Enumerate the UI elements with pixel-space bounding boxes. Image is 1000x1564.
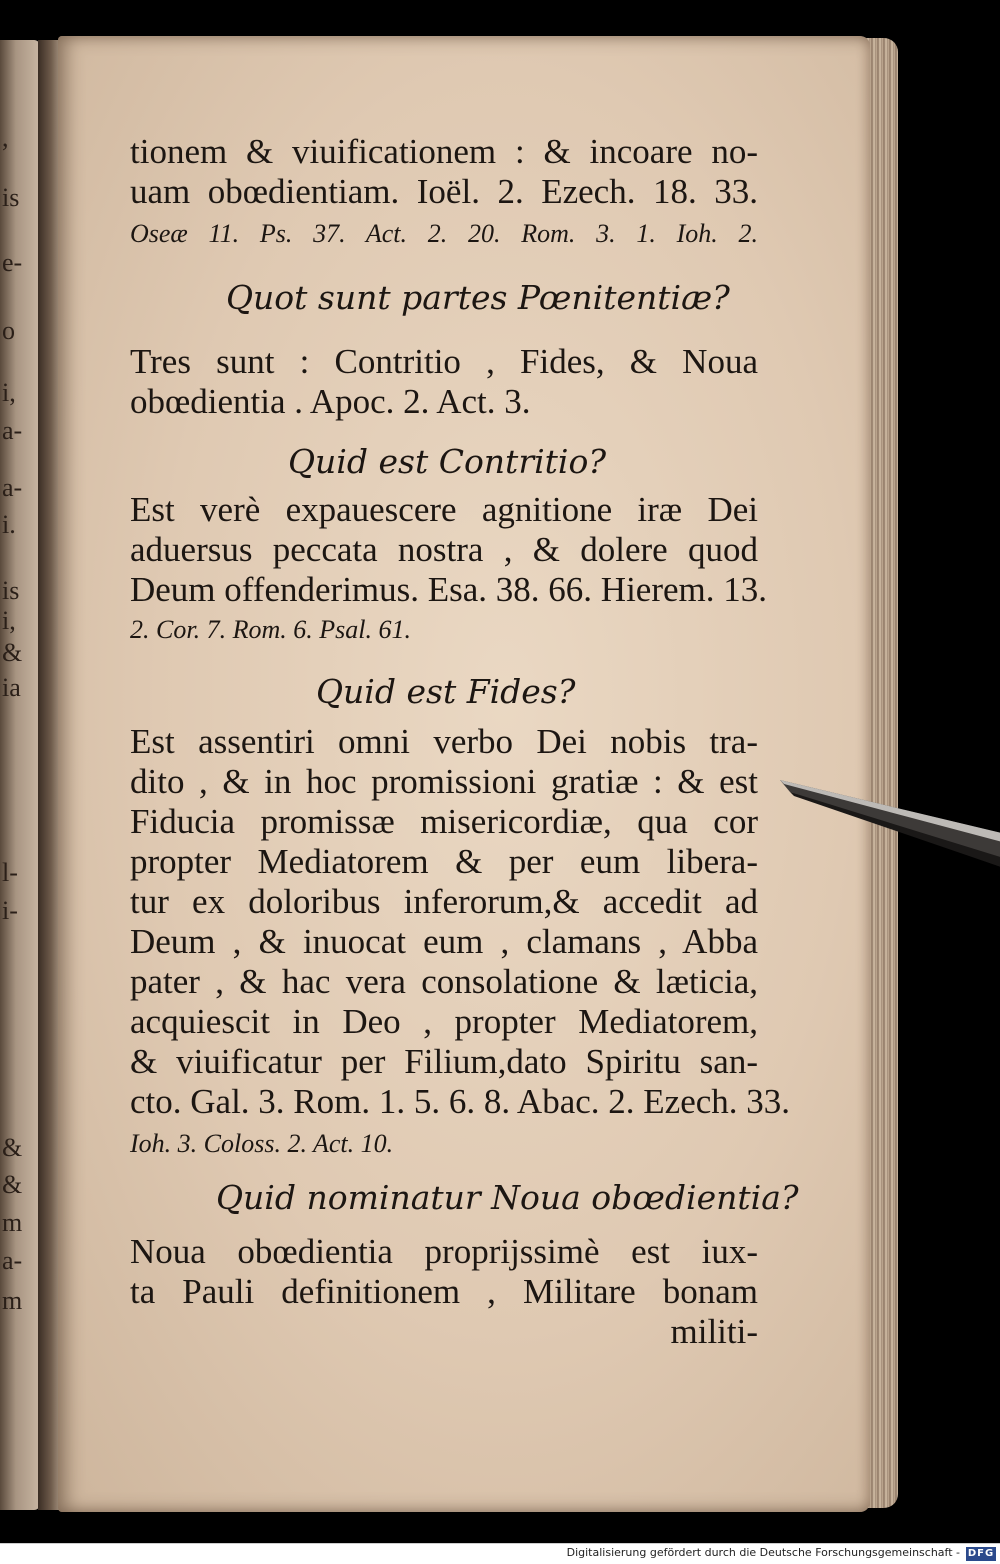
text-line: aduersus peccata nostra , & dolere quod	[130, 530, 758, 569]
margin-fragment: &	[2, 638, 23, 667]
text-line: Deum offenderimus. Esa. 38. 66. Hierem. 13.	[130, 570, 767, 609]
margin-fragment: a-	[2, 473, 23, 502]
funding-credit: Digitalisierung gefördert durch die Deutsche Forschungsgemeinschaft -	[566, 1546, 960, 1559]
margin-fragment: i-	[2, 896, 18, 925]
text-line: Deum , & inuocat eum , clamans , Abba	[130, 922, 758, 961]
catchword: militi-	[670, 1312, 758, 1351]
margin-fragment: is	[2, 183, 20, 212]
text-line: acquiescit in Deo , propter Mediatorem,	[130, 1002, 758, 1041]
text-line: uam obœdientiam. Ioël. 2. Ezech. 18. 33.	[130, 172, 758, 211]
text-line: pater , & hac vera consolatione & læticia,	[130, 962, 758, 1001]
digitization-footer	[0, 1543, 1000, 1564]
text-line: Est verè expauescere agnitione iræ Dei	[130, 490, 758, 529]
question-heading: Quid est Fides?	[316, 672, 576, 711]
margin-fragment: o	[2, 316, 15, 345]
text-line: & viuificatur per Filium,dato Spiritu san-	[130, 1042, 758, 1081]
text-line: propter Mediatorem & per eum libera-	[130, 842, 758, 881]
scripture-reference: Ioh. 3. Coloss. 2. Act. 10.	[130, 1129, 394, 1158]
question-heading: Quid est Contritio?	[288, 442, 607, 481]
question-heading: Quid nominatur Noua obœdientia?	[216, 1178, 799, 1217]
margin-fragment: e-	[2, 248, 23, 277]
question-heading: Quot sunt partes Pœnitentiæ?	[226, 278, 730, 317]
margin-fragment: ia	[2, 673, 21, 702]
scripture-reference: 2. Cor. 7. Rom. 6. Psal. 61.	[130, 615, 411, 644]
margin-fragment: i,	[2, 606, 16, 635]
margin-fragment: i,	[2, 378, 16, 407]
text-line: obœdientia . Apoc. 2. Act. 3.	[130, 382, 531, 421]
margin-fragment: ,	[2, 123, 9, 152]
margin-fragment: &	[2, 1133, 23, 1162]
margin-fragment: &	[2, 1170, 23, 1199]
margin-fragment: a-	[2, 1246, 23, 1275]
margin-fragment: i.	[2, 510, 16, 539]
margin-fragment: m	[2, 1286, 23, 1315]
text-line: Noua obœdientia proprijssimè est iux-	[130, 1232, 758, 1271]
page-pointer-blade	[780, 760, 1000, 880]
margin-fragment: l-	[2, 858, 18, 887]
dfg-logo: DFG	[967, 1548, 995, 1559]
text-line: Tres sunt : Contritio , Fides, & Noua	[130, 342, 758, 381]
text-line: tionem & viuificationem : & incoare no-	[130, 132, 758, 171]
text-line: Est assentiri omni verbo Dei nobis tra-	[130, 722, 758, 761]
book-page	[58, 36, 870, 1512]
scripture-reference: Oseæ 11. Ps. 37. Act. 2. 20. Rom. 3. 1. Ioh. 2.	[130, 219, 758, 248]
margin-fragment: a-	[2, 416, 23, 445]
margin-fragment: m	[2, 1208, 23, 1237]
text-line: tur ex doloribus inferorum,& accedit ad	[130, 882, 758, 921]
text-line: dito , & in hoc promissioni gratiæ : & est	[130, 762, 758, 801]
text-line: Fiducia promissæ misericordiæ, qua cor	[130, 802, 758, 841]
text-line: cto. Gal. 3. Rom. 1. 5. 6. 8. Abac. 2. Ezech. 33.	[130, 1082, 791, 1121]
margin-fragment: is	[2, 576, 20, 605]
previous-page-edge	[0, 40, 40, 1510]
text-line: ta Pauli definitionem , Militare bonam	[130, 1272, 758, 1311]
